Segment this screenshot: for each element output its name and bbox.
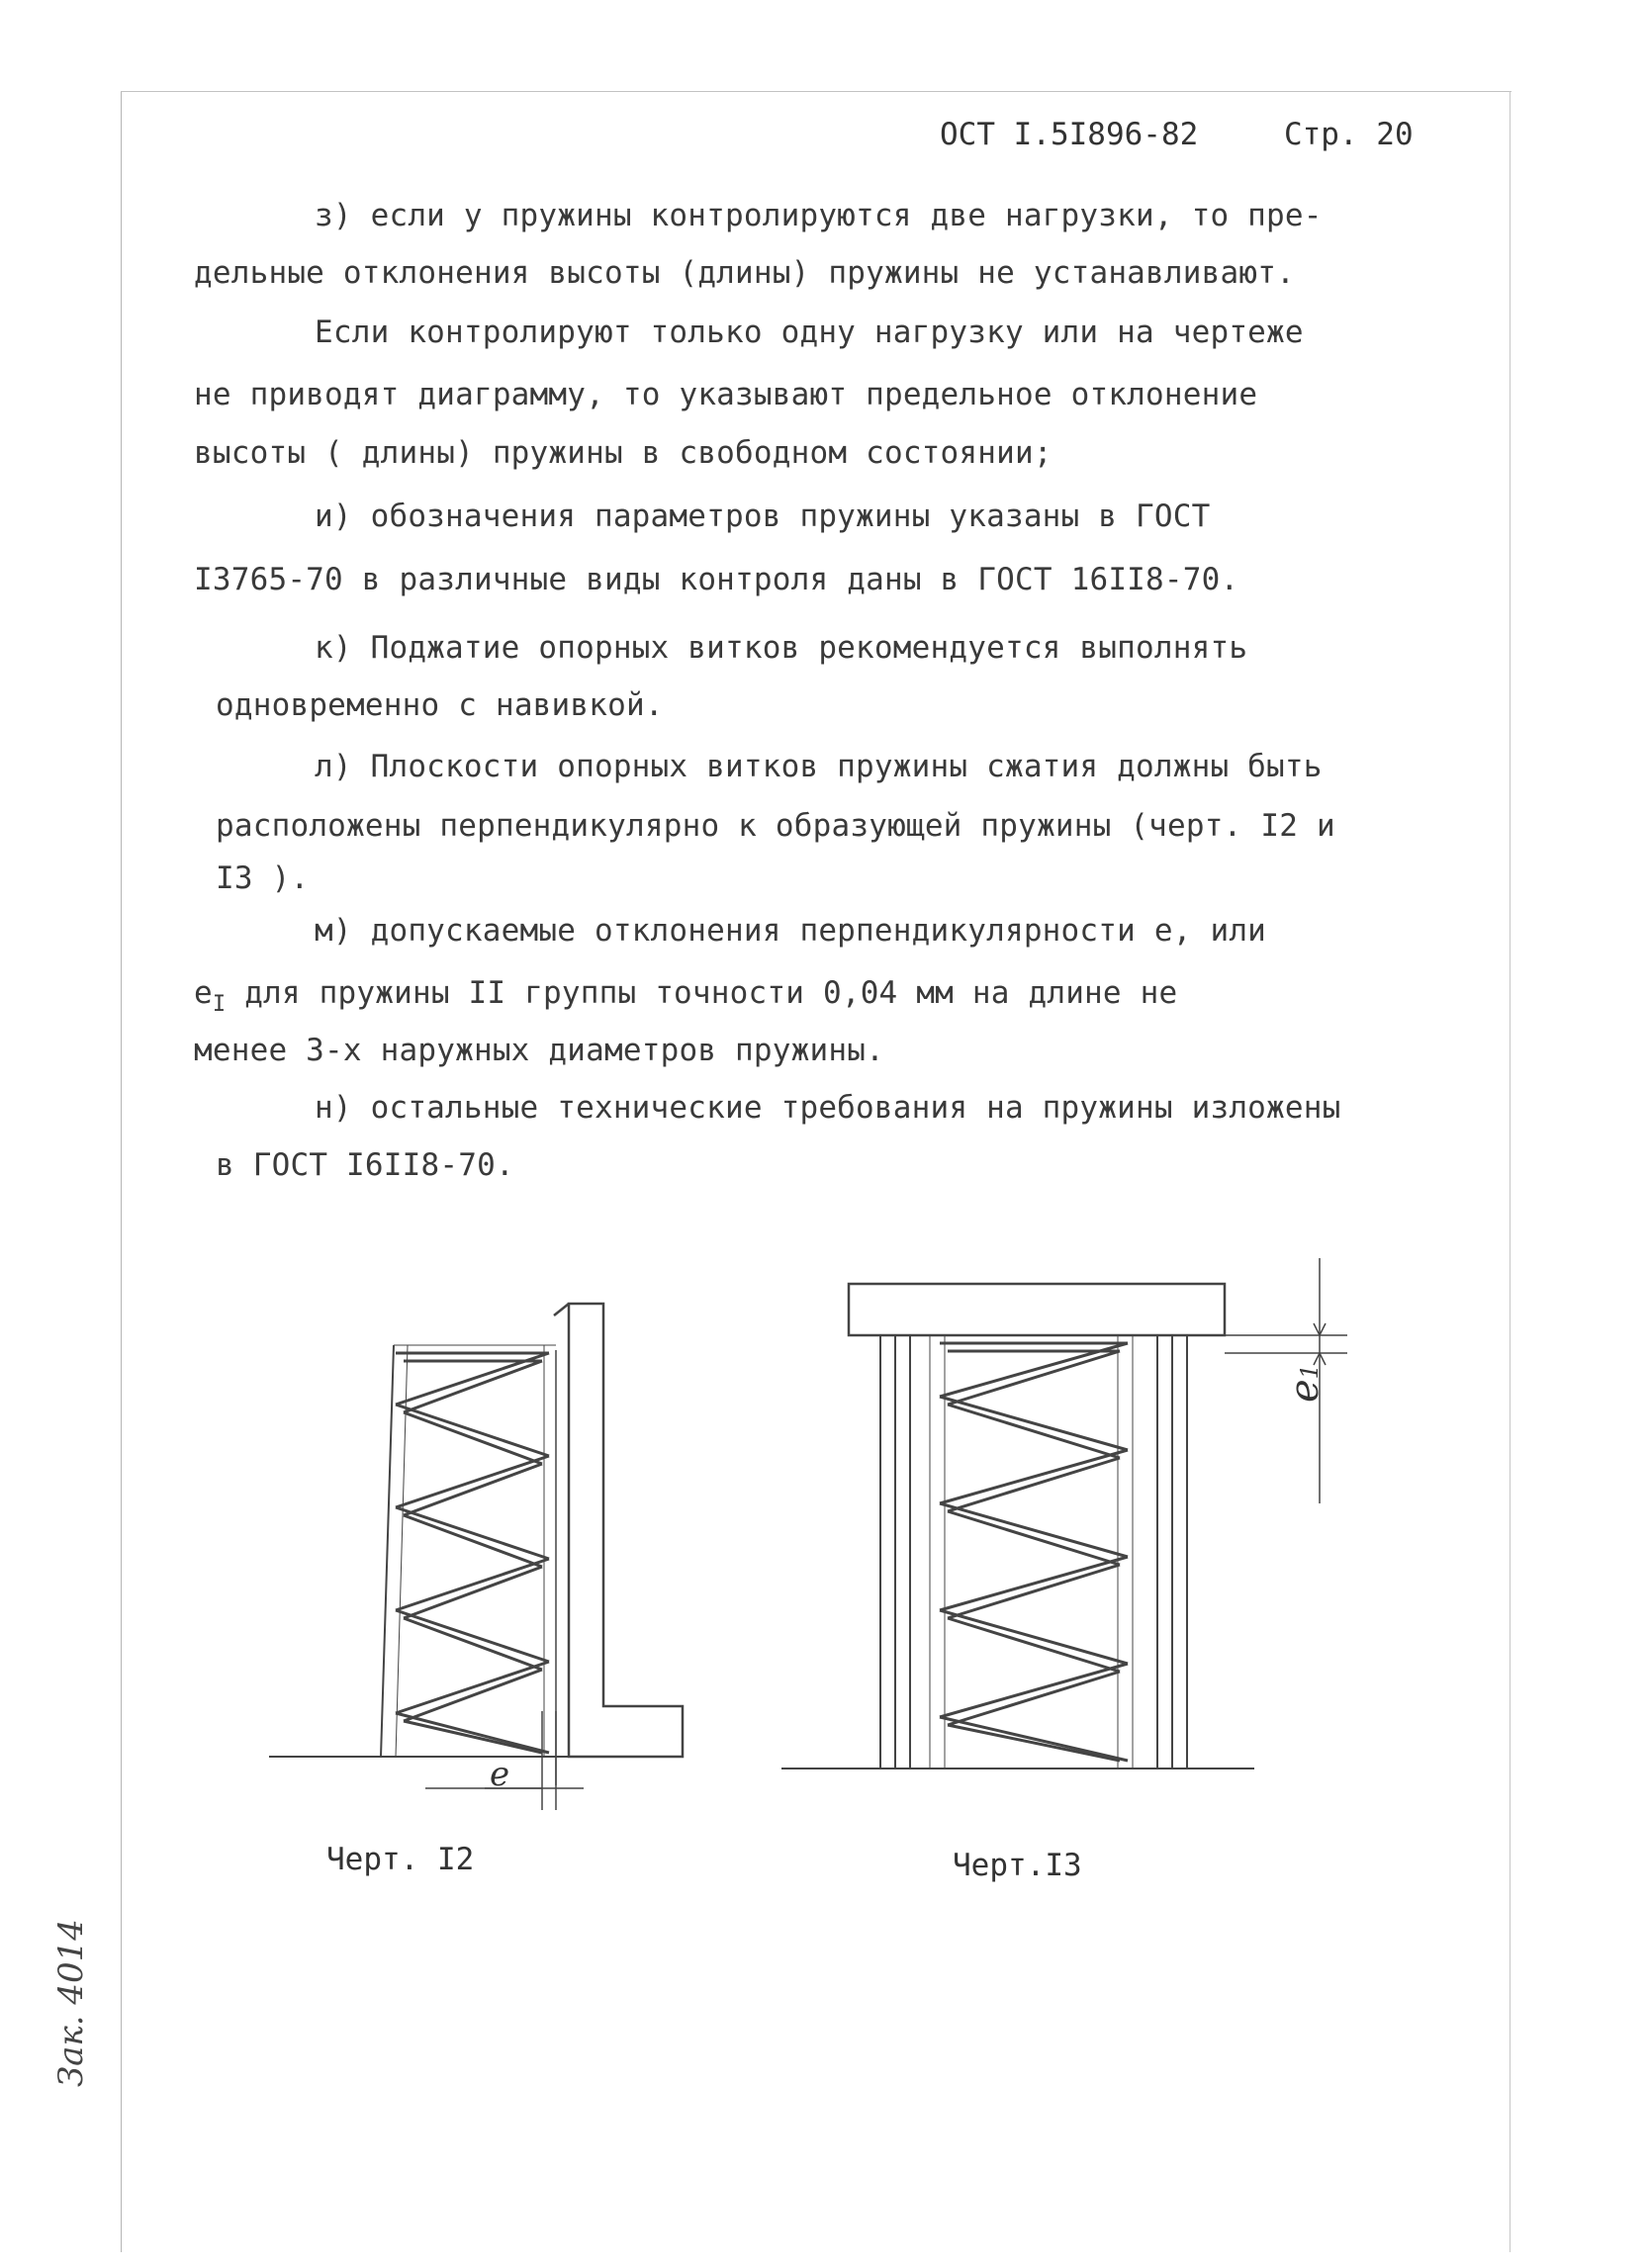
figure-12-dimension-label: e (490, 1755, 510, 1794)
paragraph-l-line3: I3 ). (216, 861, 310, 896)
figure-13-spring-coils (940, 1343, 1128, 1761)
paragraph-z-line1: з) если у пружины контролируются две нагрузки, то пре- (315, 198, 1323, 233)
figure-13-guide-rods (880, 1335, 1187, 1769)
page-number: Стр. 20 (1283, 117, 1414, 152)
figure-13-caption: Черт.I3 (953, 1848, 1082, 1883)
paragraph-z-line2: дельные отклонения высоты (длины) пружины не устанавливают. (194, 255, 1295, 291)
paragraph-l-line1: л) Плоскости опорных витков пружины сжатия должны быть (315, 749, 1323, 784)
figure-13-dimension-label (1282, 1364, 1328, 1403)
document-code: ОСТ I.5I896-82 (940, 117, 1199, 152)
paragraph-m-line2-text: для пружины II группы точности 0,04 мм на длине не (226, 975, 1178, 1011)
paragraph-z-line3: Если контролируют только одну нагрузку или на чертеже (315, 315, 1304, 350)
order-number-note: Зак. 4014 (51, 1919, 91, 2087)
e1-symbol: е (194, 975, 213, 1011)
paragraph-i-line1: и) обозначения параметров пружины указаны в ГОСТ (315, 499, 1211, 534)
paragraph-n-line1: н) остальные технические требования на пружины изложены (315, 1090, 1341, 1126)
paragraph-k-line2: одновременно с навивкой. (216, 687, 664, 723)
e1-subscript: I (212, 992, 227, 1017)
paragraph-m-line1: м) допускаемые отклонения перпендикулярности е, или (315, 913, 1267, 949)
paragraph-l-line2: расположены перпендикулярно к образующей пружины (черт. I2 и (216, 808, 1335, 844)
figure-13-dim-subscript: 1 (1296, 1364, 1324, 1380)
figure-12-caption: Черт. I2 (326, 1842, 475, 1877)
paragraph-n-line2: в ГОСТ I6II8-70. (216, 1147, 514, 1183)
figure-13-dim-symbol: e (1282, 1379, 1328, 1403)
paragraph-m-line3: менее 3-х наружных диаметров пружины. (194, 1033, 884, 1068)
paragraph-z-line4: не приводят диаграмму, то указывают предельное отклонение (194, 377, 1258, 412)
paragraph-k-line1: к) Поджатие опорных витков рекомендуется выполнять (315, 630, 1248, 666)
paragraph-i-line2: I3765-70 в различные виды контроля даны в ГОСТ 16II8-70. (194, 562, 1239, 597)
paragraph-z-line5: высоты ( длины) пружины в свободном состоянии; (194, 435, 1053, 471)
